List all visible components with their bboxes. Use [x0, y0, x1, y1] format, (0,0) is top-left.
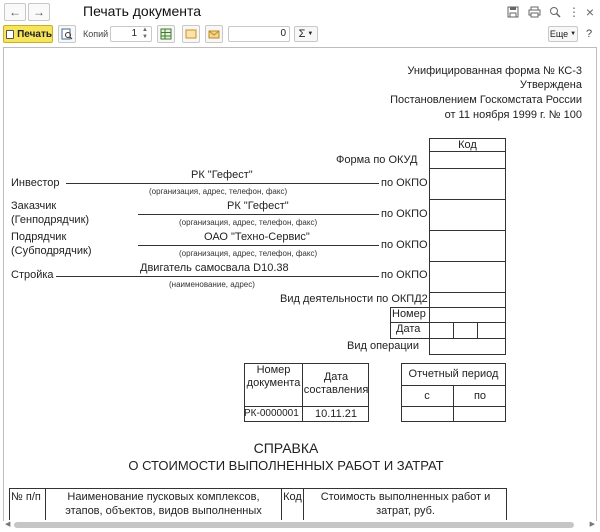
back-button[interactable] [4, 3, 26, 21]
more-button[interactable] [548, 26, 578, 42]
image-button[interactable] [182, 25, 200, 43]
doc-date-header: Дата составления [303, 371, 369, 396]
copies-spinner[interactable] [140, 27, 150, 41]
forward-button[interactable] [28, 3, 50, 21]
customer-label: Заказчик [11, 200, 57, 212]
contractor-sublabel: (Субподрядчик) [11, 245, 92, 257]
site-label: Стройка [11, 269, 54, 281]
document-view[interactable] [3, 47, 597, 521]
contractor-value: ОАО "Техно-Сервис" [204, 231, 310, 243]
scroll-right-icon[interactable]: ▶ [589, 521, 595, 528]
image-icon [185, 28, 197, 40]
chevron-down-icon: ▼ [307, 31, 314, 37]
window-title: Печать документа [83, 3, 202, 19]
form-header-line2: Утверждена [519, 79, 582, 91]
contractor-label: Подрядчик [11, 231, 67, 243]
edit-mode-button[interactable] [157, 25, 175, 43]
doc-date-value: 10.11.21 [314, 408, 357, 420]
customer-value: РК "Гефест" [227, 200, 289, 212]
customer-hint: (организация, адрес, телефон, факс) [179, 218, 318, 227]
report-subtitle: О СТОИМОСТИ ВЫПОЛНЕННЫХ РАБОТ И ЗАТРАТ [128, 458, 444, 473]
envelope-icon [208, 28, 220, 40]
operation-label: Вид операции [347, 340, 419, 352]
close-icon[interactable]: × [585, 4, 595, 20]
code-header: Код [458, 139, 477, 151]
col-name-line1: Наименование пусковых комплексов, [67, 491, 260, 503]
doc-number-value: РК-0000001 [244, 408, 299, 419]
print-button-label: Печать [17, 28, 52, 40]
chevron-down-icon: ▼ [570, 31, 577, 37]
report-title: СПРАВКА [253, 440, 319, 456]
okdp-label: Вид деятельности по ОКПД2 [280, 293, 428, 305]
investor-label: Инвестор [11, 177, 60, 189]
form-header-line1: Унифицированная форма № КС-3 [407, 65, 582, 77]
sum-field[interactable]: 0 [228, 26, 290, 42]
zoom-icon[interactable] [547, 4, 563, 20]
help-button[interactable]: ? [585, 28, 593, 40]
okud-label: Форма по ОКУД [336, 154, 418, 166]
sum-button[interactable] [294, 26, 318, 42]
title-bar [0, 0, 600, 24]
site-okpo-label: по ОКПО [381, 269, 428, 281]
contractor-okpo-label: по ОКПО [381, 239, 428, 251]
preview-button[interactable] [58, 25, 76, 43]
form-header-line4: от 11 ноября 1999 г. № 100 [444, 109, 582, 121]
spin-down-icon: ▼ [142, 34, 148, 40]
col-cost-line2: затрат, руб. [376, 505, 435, 517]
preview-icon [61, 28, 73, 40]
save-icon[interactable] [505, 4, 521, 20]
scrollbar-thumb[interactable] [14, 522, 574, 528]
copies-input[interactable]: 1 [110, 26, 152, 42]
col-code: Код [283, 491, 302, 503]
customer-okpo-label: по ОКПО [381, 208, 428, 220]
col-cost-line1: Стоимость выполненных работ и [320, 491, 491, 503]
col-number: № п/п [11, 491, 41, 503]
toolbar [0, 24, 600, 46]
site-value: Двигатель самосвала D10.38 [140, 262, 289, 274]
doc-number-header: Номер документа [246, 364, 301, 389]
more-button-label: Еще [549, 29, 569, 39]
number-label: Номер [392, 308, 426, 320]
customer-sublabel: (Генподрядчик) [11, 214, 90, 226]
print-button[interactable] [3, 25, 53, 43]
table-edit-icon [160, 28, 172, 40]
date-label: Дата [396, 323, 421, 335]
period-to: по [473, 390, 487, 402]
printer-small-icon [6, 30, 14, 39]
investor-hint: (организация, адрес, телефон, факс) [149, 187, 288, 196]
printer-icon[interactable] [526, 4, 542, 20]
site-hint: (наименование, адрес) [169, 280, 255, 289]
period-header: Отчетный период [408, 368, 499, 380]
horizontal-scrollbar[interactable] [4, 520, 596, 530]
form-header-line3: Постановлением Госкомстата России [390, 94, 582, 106]
mail-button[interactable] [205, 25, 223, 43]
col-name-line2: этапов, объектов, видов выполненных [65, 505, 262, 517]
period-from: с [424, 390, 430, 402]
arrow-right-icon: → [33, 5, 45, 19]
spin-up-icon: ▲ [142, 27, 148, 33]
copies-label: Копий [83, 29, 109, 39]
scroll-left-icon[interactable]: ◀ [5, 521, 11, 528]
arrow-left-icon: ← [9, 5, 21, 19]
investor-value: РК "Гефест" [191, 169, 253, 181]
contractor-hint: (организация, адрес, телефон, факс) [179, 249, 318, 258]
investor-okpo-label: по ОКПО [381, 177, 428, 189]
sigma-icon: Σ [298, 28, 306, 40]
more-menu-icon[interactable]: ⋮ [568, 5, 580, 19]
